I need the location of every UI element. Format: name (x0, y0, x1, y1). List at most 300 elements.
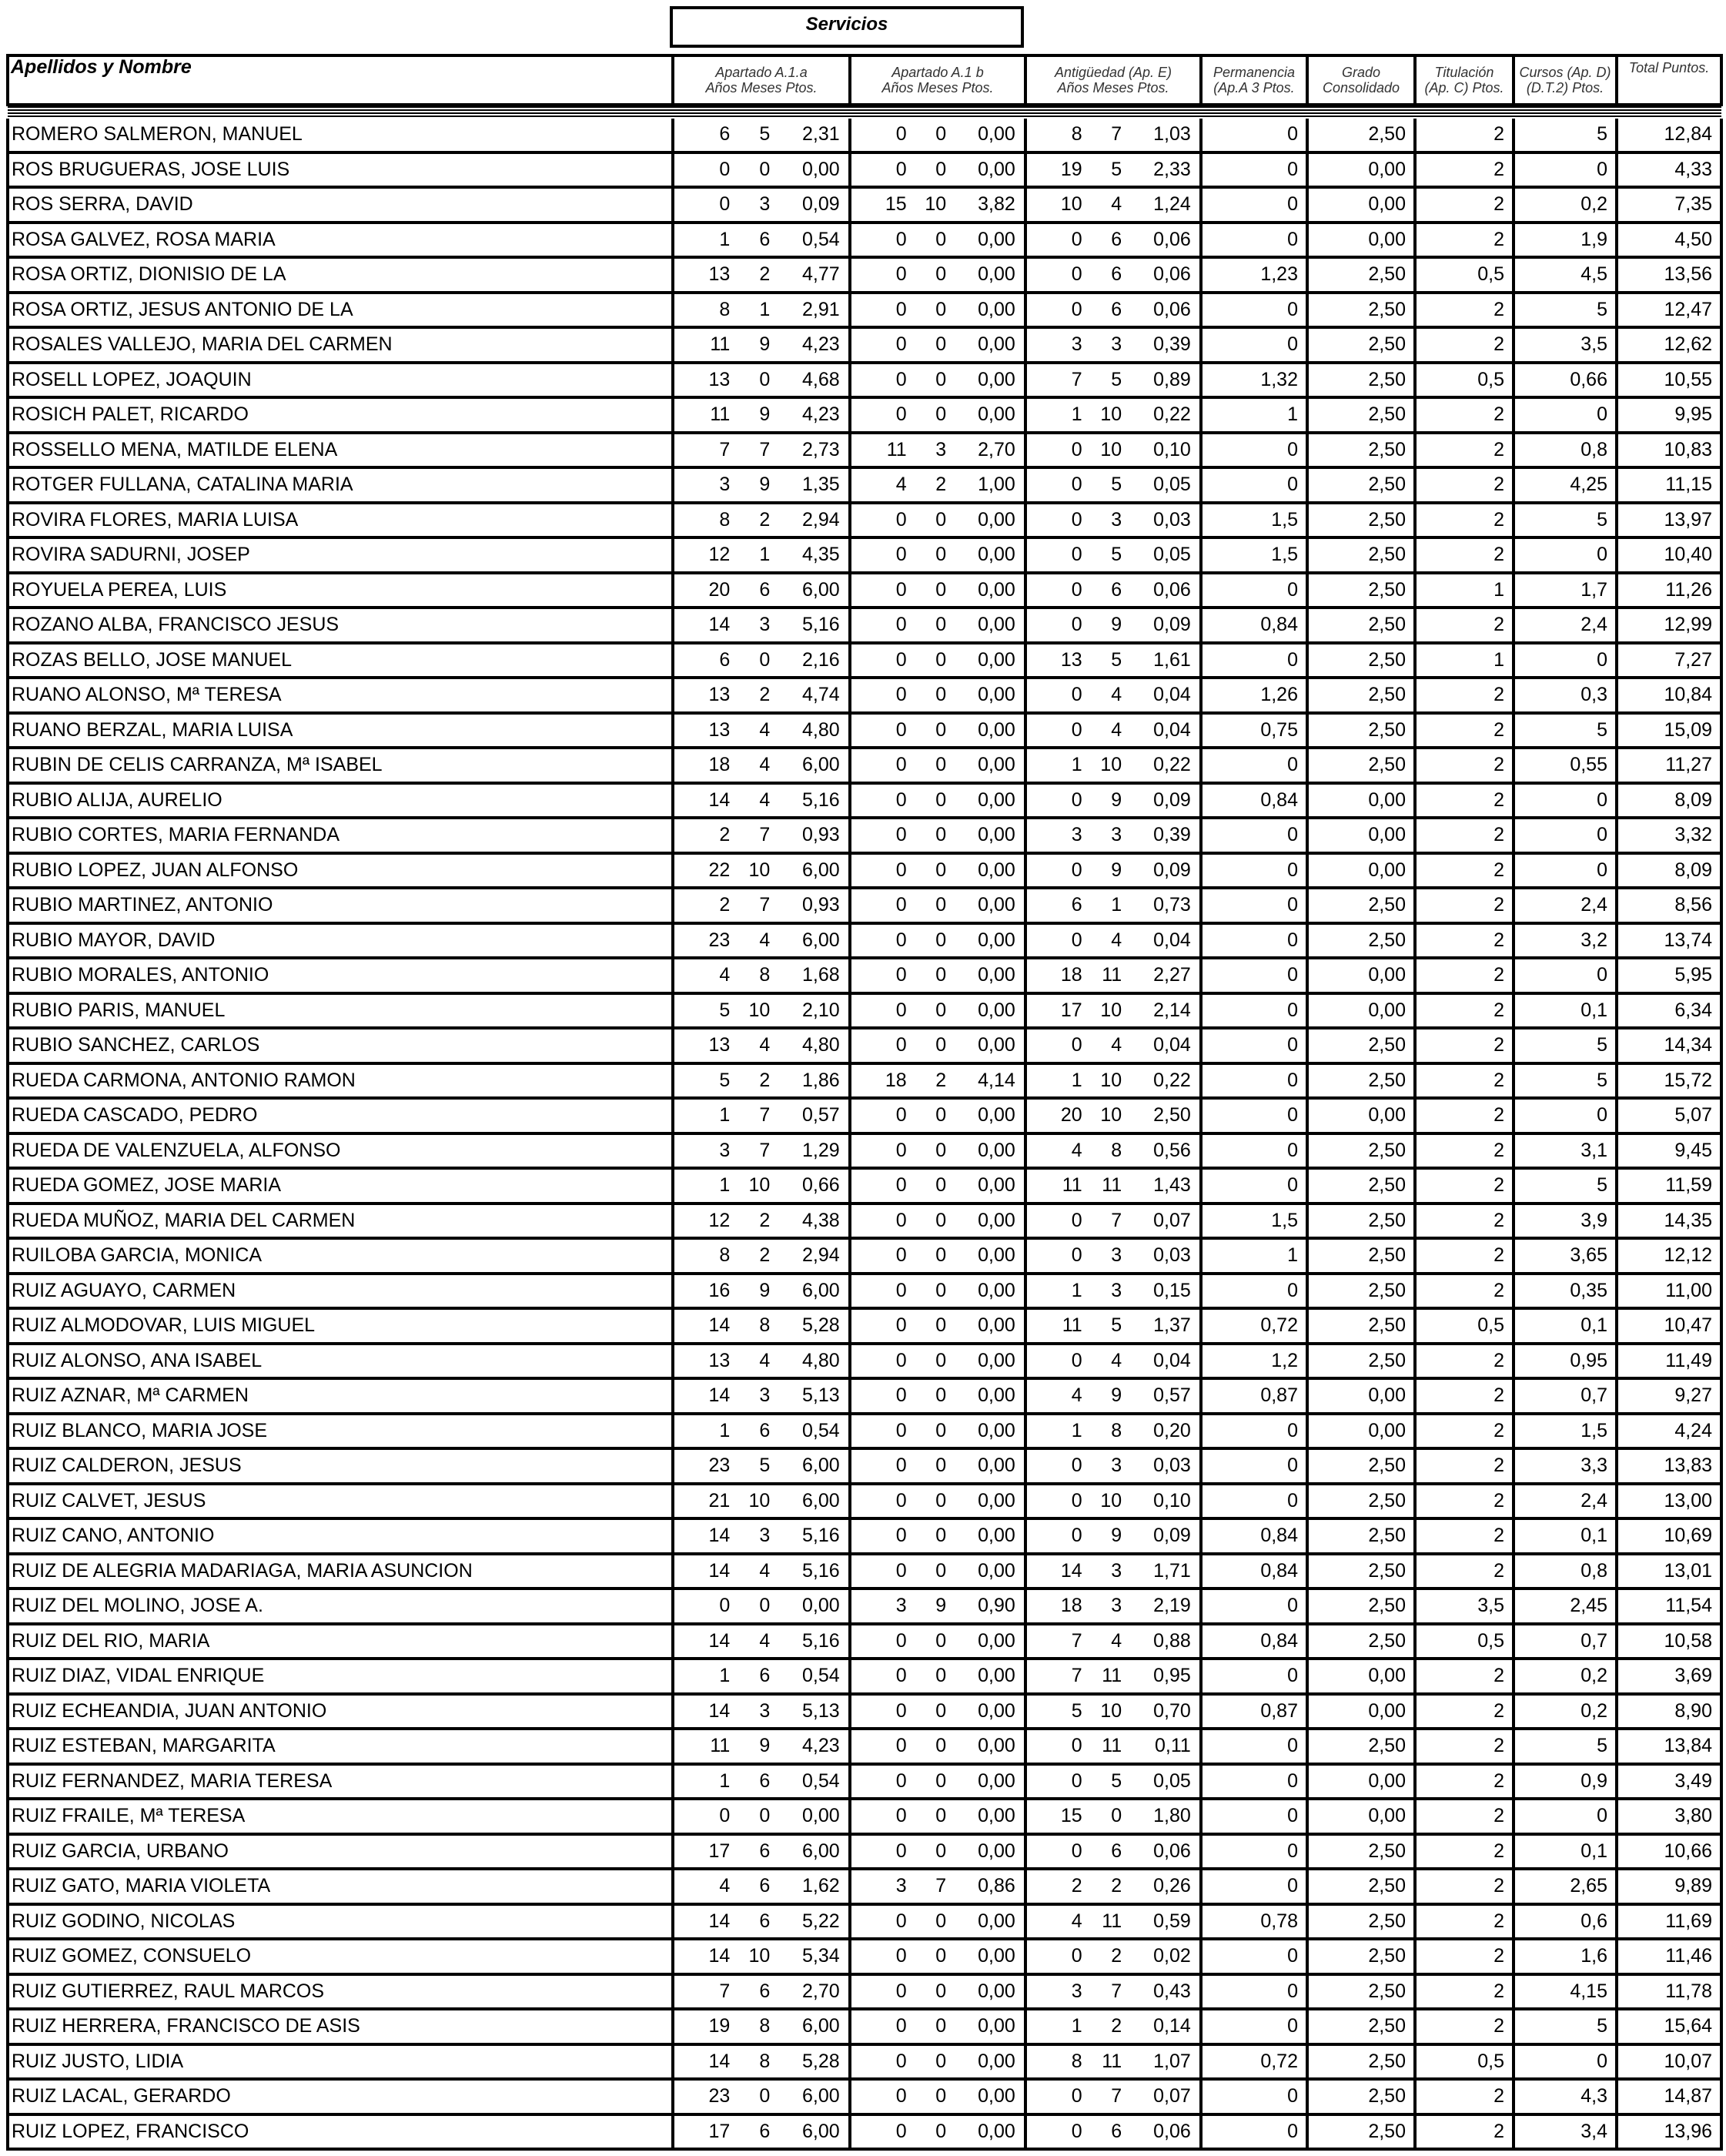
cell-antiguedad-months: 3 (1111, 1595, 1122, 1617)
cell-name: ROSICH PALET, RICARDO (8, 397, 673, 433)
cell-antiguedad-months: 6 (1111, 578, 1122, 601)
table-row (8, 853, 1721, 889)
cell-grado: 2,50 (1307, 1869, 1415, 1904)
cell-a1b-points: 0,00 (978, 1699, 1015, 1722)
cell-a1b-points: 0,00 (978, 1384, 1015, 1407)
cell-total: 10,84 (1617, 678, 1721, 713)
table-row (8, 1098, 1721, 1133)
cell-a1b-months: 0 (935, 1104, 947, 1127)
cell-antiguedad-points: 0,05 (1153, 544, 1191, 566)
cell-cursos: 4,3 (1514, 2079, 1617, 2114)
cell-total: 13,97 (1617, 503, 1721, 538)
cell-permanencia: 0 (1201, 1098, 1307, 1133)
cell-a1b-points: 0,00 (978, 1314, 1015, 1337)
cell-a1b-years: 0 (895, 1489, 907, 1512)
cell-a1b-months: 0 (935, 718, 947, 741)
cell-a1b-points: 0,00 (978, 1034, 1015, 1056)
table-row (8, 1133, 1721, 1169)
cell-cursos: 0,1 (1514, 1834, 1617, 1870)
cell-cursos: 0,7 (1514, 1624, 1617, 1659)
cell-antiguedad (1025, 257, 1201, 293)
cell-a1b-years: 11 (886, 438, 907, 460)
cell-total: 12,47 (1617, 293, 1721, 328)
cell-cursos: 0 (1514, 397, 1617, 433)
col-grado-header: Grado Consolidado (1307, 55, 1415, 105)
cell-titulacion: 2 (1415, 1869, 1514, 1904)
cell-a1a-points: 5,13 (802, 1699, 840, 1722)
cell-name: RUIZ ALONSO, ANA ISABEL (8, 1344, 673, 1379)
cell-titulacion: 2 (1415, 1274, 1514, 1309)
cell-grado: 0,00 (1307, 853, 1415, 889)
cell-total: 13,01 (1617, 1554, 1721, 1589)
cell-antiguedad-months: 5 (1111, 1314, 1122, 1337)
cell-a1a (673, 993, 850, 1029)
cell-a1b-years: 18 (885, 1069, 907, 1091)
cell-a1a (673, 1204, 850, 1239)
cell-a1b-months: 0 (935, 544, 947, 566)
cell-a1b (850, 1764, 1025, 1799)
cell-a1b-points: 0,00 (978, 648, 1015, 671)
cell-total: 11,27 (1617, 748, 1721, 783)
cell-a1a-years: 2 (719, 824, 731, 846)
cell-antiguedad-points: 0,04 (1153, 684, 1191, 706)
cell-titulacion: 1 (1415, 643, 1514, 678)
cell-a1a-months: 0 (759, 1595, 771, 1617)
cell-a1a-years: 11 (710, 403, 731, 426)
cell-antiguedad-months: 11 (1102, 1665, 1122, 1687)
cell-antiguedad-years: 6 (1071, 894, 1082, 916)
cell-a1a (673, 503, 850, 538)
cell-total: 5,07 (1617, 1098, 1721, 1133)
cell-total: 3,69 (1617, 1659, 1721, 1694)
cell-antiguedad-years: 5 (1071, 1699, 1082, 1722)
cell-permanencia: 0 (1201, 573, 1307, 608)
scores-table (6, 54, 1723, 2151)
cell-antiguedad-months: 3 (1111, 1244, 1122, 1267)
cell-a1b (850, 1729, 1025, 1764)
cell-grado: 2,50 (1307, 1448, 1415, 1484)
cell-antiguedad (1025, 1414, 1201, 1449)
col-cursos-header: Cursos (Ap. D) (D.T.2) Ptos. (1514, 55, 1617, 105)
cell-titulacion: 2 (1415, 1133, 1514, 1169)
cell-antiguedad-points: 0,04 (1153, 718, 1191, 741)
cell-total: 9,89 (1617, 1869, 1721, 1904)
cell-antiguedad-points: 0,09 (1153, 1525, 1191, 1547)
cell-antiguedad (1025, 1764, 1201, 1799)
cell-a1a-points: 5,16 (802, 1559, 840, 1582)
cell-a1b-years: 0 (895, 684, 907, 706)
cell-a1a-months: 7 (759, 438, 771, 460)
cell-cursos: 3,9 (1514, 1204, 1617, 1239)
cell-antiguedad-months: 11 (1102, 964, 1122, 986)
cell-a1b (850, 2114, 1025, 2150)
cell-antiguedad-points: 0,95 (1153, 1665, 1191, 1687)
cell-grado: 2,50 (1307, 923, 1415, 959)
cell-a1b-points: 0,00 (978, 1104, 1015, 1127)
cell-a1a-years: 0 (719, 158, 731, 180)
cell-cursos: 0,95 (1514, 1344, 1617, 1379)
cell-a1a-points: 5,16 (802, 614, 840, 636)
cell-antiguedad-years: 0 (1071, 544, 1082, 566)
cell-titulacion: 2 (1415, 1448, 1514, 1484)
table-row (8, 1344, 1721, 1379)
cell-a1b-years: 0 (895, 1525, 907, 1547)
cell-titulacion: 2 (1415, 1204, 1514, 1239)
cell-antiguedad-months: 4 (1111, 718, 1122, 741)
cell-a1a-months: 0 (759, 158, 771, 180)
cell-antiguedad-years: 0 (1071, 1840, 1082, 1862)
cell-antiguedad (1025, 1589, 1201, 1624)
cell-a1b-months: 0 (935, 1455, 947, 1477)
cell-antiguedad-months: 10 (1100, 403, 1122, 426)
cell-antiguedad (1025, 2114, 1201, 2150)
cell-a1a-months: 4 (759, 1559, 771, 1582)
cell-a1b-years: 3 (895, 1875, 907, 1897)
cell-a1b (850, 783, 1025, 819)
cell-cursos: 3,1 (1514, 1133, 1617, 1169)
cell-a1a-months: 6 (759, 1980, 771, 2002)
cell-a1a (673, 1378, 850, 1414)
cell-a1b (850, 1554, 1025, 1589)
cell-grado: 2,50 (1307, 1344, 1415, 1379)
cell-antiguedad-points: 0,10 (1153, 1489, 1191, 1512)
cell-antiguedad-months: 6 (1111, 1840, 1122, 1862)
cell-antiguedad-years: 0 (1071, 1455, 1082, 1477)
cell-a1a-years: 17 (708, 2120, 731, 2142)
cell-a1b (850, 433, 1025, 468)
cell-titulacion: 2 (1415, 1659, 1514, 1694)
cell-antiguedad (1025, 888, 1201, 923)
cell-grado: 2,50 (1307, 1729, 1415, 1764)
cell-antiguedad-years: 0 (1071, 1034, 1082, 1056)
cell-a1a-months: 9 (759, 1735, 771, 1757)
table-row (8, 608, 1721, 643)
cell-permanencia: 0,84 (1201, 608, 1307, 643)
cell-name: RUEDA MUÑOZ, MARIA DEL CARMEN (8, 1204, 673, 1239)
cell-a1a-months: 3 (759, 1525, 771, 1547)
cell-grado: 0,00 (1307, 1098, 1415, 1133)
cell-a1a-points: 0,93 (802, 894, 840, 916)
cell-antiguedad-years: 18 (1060, 1595, 1082, 1617)
cell-grado: 2,50 (1307, 888, 1415, 923)
cell-cursos: 5 (1514, 1729, 1617, 1764)
cell-antiguedad-points: 1,07 (1153, 2050, 1191, 2072)
cell-a1a-months: 9 (759, 474, 771, 496)
cell-name: ROS BRUGUERAS, JOSE LUIS (8, 152, 673, 188)
cell-cursos: 0 (1514, 818, 1617, 853)
cell-antiguedad-points: 0,07 (1153, 1209, 1191, 1231)
cell-a1a-months: 4 (759, 1034, 771, 1056)
cell-antiguedad-months: 3 (1111, 1455, 1122, 1477)
col-titulacion-header: Titulación (Ap. C) Ptos. (1415, 55, 1514, 105)
cell-antiguedad-points: 0,73 (1153, 894, 1191, 916)
cell-a1a-points: 5,34 (802, 1945, 840, 1967)
cell-titulacion: 2 (1415, 1344, 1514, 1379)
table-row (8, 1939, 1721, 1974)
cell-permanencia: 0,84 (1201, 783, 1307, 819)
cell-a1b-years: 0 (895, 1349, 907, 1371)
cell-permanencia: 1,32 (1201, 363, 1307, 398)
cell-cursos: 0,2 (1514, 1694, 1617, 1729)
cell-antiguedad-points: 2,27 (1153, 964, 1191, 986)
cell-antiguedad (1025, 119, 1201, 152)
cell-a1b-points: 0,00 (978, 684, 1015, 706)
cell-a1b-months: 0 (935, 298, 947, 320)
cell-a1b (850, 818, 1025, 853)
cell-a1a-points: 6,00 (802, 2015, 840, 2037)
table-row (8, 433, 1721, 468)
cell-a1a-years: 14 (708, 1945, 731, 1967)
cell-a1a-months: 0 (759, 648, 771, 671)
cell-antiguedad (1025, 1063, 1201, 1099)
cell-titulacion: 2 (1415, 1764, 1514, 1799)
cell-a1b-points: 0,00 (978, 754, 1015, 776)
cell-grado: 2,50 (1307, 1308, 1415, 1344)
cell-a1b (850, 1308, 1025, 1344)
cell-a1b-points: 0,00 (978, 578, 1015, 601)
cell-permanencia: 1,5 (1201, 537, 1307, 573)
cell-total: 11,54 (1617, 1589, 1721, 1624)
cell-a1b-points: 0,00 (978, 403, 1015, 426)
cell-permanencia: 0 (1201, 2114, 1307, 2150)
cell-antiguedad-points: 0,11 (1154, 1735, 1191, 1757)
cell-total: 4,33 (1617, 152, 1721, 188)
cell-a1b-years: 15 (885, 193, 907, 216)
cell-antiguedad (1025, 1028, 1201, 1063)
cell-antiguedad-months: 7 (1111, 1209, 1122, 1231)
cell-antiguedad-months: 5 (1111, 544, 1122, 566)
cell-a1a-months: 5 (759, 123, 771, 146)
cell-antiguedad-months: 10 (1100, 438, 1122, 460)
cell-antiguedad (1025, 1448, 1201, 1484)
cell-total: 4,24 (1617, 1414, 1721, 1449)
cell-name: RUBIO MAYOR, DAVID (8, 923, 673, 959)
cell-antiguedad-years: 4 (1071, 1910, 1082, 1932)
cell-name: ROSALES VALLEJO, MARIA DEL CARMEN (8, 327, 673, 363)
cell-permanencia: 0 (1201, 1589, 1307, 1624)
cell-grado: 2,50 (1307, 1624, 1415, 1659)
cell-a1a-months: 6 (759, 1665, 771, 1687)
cell-a1b-points: 0,00 (978, 2120, 1015, 2142)
cell-a1a-points: 4,77 (802, 263, 840, 286)
cell-antiguedad-years: 0 (1071, 614, 1082, 636)
cell-antiguedad (1025, 1308, 1201, 1344)
cell-a1a-years: 5 (719, 1069, 731, 1091)
cell-name: RUIZ CALVET, JESUS (8, 1484, 673, 1519)
cell-antiguedad-points: 0,06 (1153, 263, 1191, 286)
cell-a1b-years: 0 (895, 544, 907, 566)
cell-antiguedad-years: 0 (1071, 929, 1082, 951)
cell-a1b-months: 0 (935, 648, 947, 671)
cell-antiguedad-months: 10 (1100, 999, 1122, 1021)
cell-total: 13,56 (1617, 257, 1721, 293)
cell-a1b (850, 537, 1025, 573)
cell-name: RUIZ ESTEBAN, MARGARITA (8, 1729, 673, 1764)
cell-a1b-months: 0 (935, 859, 947, 881)
cell-antiguedad (1025, 1694, 1201, 1729)
cell-a1a (673, 1448, 850, 1484)
cell-a1b (850, 1869, 1025, 1904)
cell-cursos: 3,4 (1514, 2114, 1617, 2150)
cell-antiguedad-years: 18 (1060, 964, 1082, 986)
cell-a1b-months: 0 (935, 403, 947, 426)
table-body (8, 105, 1721, 2149)
cell-antiguedad (1025, 1518, 1201, 1554)
cell-a1a-months: 3 (759, 1384, 771, 1407)
cell-antiguedad-points: 2,50 (1153, 1104, 1191, 1127)
cell-a1a-years: 1 (719, 1174, 731, 1197)
cell-permanencia: 0,87 (1201, 1694, 1307, 1729)
cell-total: 4,50 (1617, 223, 1721, 258)
cell-a1a-months: 6 (759, 1875, 771, 1897)
cell-a1b (850, 853, 1025, 889)
cell-a1b-points: 0,00 (978, 1945, 1015, 1967)
cell-a1b-years: 0 (895, 999, 907, 1021)
cell-antiguedad (1025, 1869, 1201, 1904)
cell-a1a-years: 6 (719, 123, 731, 146)
cell-a1a-years: 5 (719, 999, 731, 1021)
cell-cursos: 5 (1514, 1168, 1617, 1204)
cell-titulacion: 2 (1415, 1799, 1514, 1834)
cell-antiguedad-months: 4 (1111, 684, 1122, 706)
cell-titulacion: 0,5 (1415, 257, 1514, 293)
cell-a1b-months: 0 (935, 123, 947, 146)
cell-antiguedad (1025, 433, 1201, 468)
cell-a1a-months: 8 (759, 2050, 771, 2072)
cell-a1b-years: 3 (895, 1595, 907, 1617)
cell-a1a (673, 1238, 850, 1274)
cell-a1b (850, 1974, 1025, 2010)
cell-a1b-years: 0 (895, 788, 907, 811)
cell-name: ROSA GALVEZ, ROSA MARIA (8, 223, 673, 258)
cell-antiguedad-years: 0 (1071, 1945, 1082, 1967)
cell-cursos: 1,5 (1514, 1414, 1617, 1449)
cell-titulacion: 2 (1415, 1063, 1514, 1099)
cell-total: 8,90 (1617, 1694, 1721, 1729)
cell-a1b (850, 748, 1025, 783)
cell-a1a-months: 6 (759, 2120, 771, 2142)
cell-a1a-months: 0 (759, 368, 771, 390)
cell-antiguedad-months: 5 (1111, 368, 1122, 390)
cell-antiguedad-months: 11 (1102, 2050, 1122, 2072)
cell-a1b-months: 0 (935, 1805, 947, 1827)
cell-a1b-months: 2 (935, 474, 947, 496)
cell-titulacion: 2 (1415, 748, 1514, 783)
cell-total: 11,46 (1617, 1939, 1721, 1974)
table-row (8, 1448, 1721, 1484)
cell-cursos: 0,1 (1514, 993, 1617, 1029)
cell-a1b-years: 0 (895, 228, 907, 250)
cell-total: 11,69 (1617, 1904, 1721, 1940)
cell-a1a-years: 1 (719, 228, 731, 250)
cell-antiguedad-months: 9 (1111, 1525, 1122, 1547)
cell-titulacion: 2 (1415, 853, 1514, 889)
table-row (8, 152, 1721, 188)
cell-antiguedad-points: 0,56 (1153, 1139, 1191, 1161)
cell-antiguedad-points: 0,20 (1153, 1419, 1191, 1441)
cell-a1a (673, 1799, 850, 1834)
cell-titulacion: 2 (1415, 818, 1514, 853)
cell-antiguedad-months: 8 (1111, 1419, 1122, 1441)
cell-a1b-points: 0,00 (978, 1419, 1015, 1441)
cell-antiguedad-years: 11 (1062, 1174, 1082, 1197)
cell-antiguedad-months: 3 (1111, 508, 1122, 531)
cell-a1b (850, 187, 1025, 223)
cell-grado: 0,00 (1307, 1694, 1415, 1729)
cell-antiguedad (1025, 187, 1201, 223)
cell-cursos: 0 (1514, 1799, 1617, 1834)
cell-a1b-months: 0 (935, 1349, 947, 1371)
servicios-header: Servicios (670, 6, 1024, 48)
cell-a1b-years: 0 (895, 718, 907, 741)
cell-titulacion: 2 (1415, 1834, 1514, 1870)
cell-permanencia: 0 (1201, 853, 1307, 889)
cell-a1b (850, 1238, 1025, 1274)
cell-antiguedad-years: 0 (1071, 438, 1082, 460)
cell-a1b-months: 0 (935, 2120, 947, 2142)
cell-a1a-years: 7 (719, 1980, 731, 2002)
cell-a1b-years: 0 (895, 1034, 907, 1056)
cell-antiguedad-points: 0,06 (1153, 228, 1191, 250)
cell-antiguedad-years: 0 (1071, 1349, 1082, 1371)
cell-antiguedad-years: 0 (1071, 1769, 1082, 1792)
col-permanencia-header: Permanencia (Ap.A 3 Ptos. (1201, 55, 1307, 105)
cell-grado: 2,50 (1307, 2079, 1415, 2114)
cell-a1b-months: 0 (935, 684, 947, 706)
cell-antiguedad (1025, 958, 1201, 993)
cell-a1a-years: 23 (708, 2085, 731, 2107)
cell-a1b-months: 0 (935, 1279, 947, 1301)
cell-antiguedad (1025, 783, 1201, 819)
cell-a1b-months: 0 (935, 333, 947, 356)
cell-a1b-years: 0 (895, 1139, 907, 1161)
cell-grado: 2,50 (1307, 1274, 1415, 1309)
cell-a1a-months: 2 (759, 1069, 771, 1091)
cell-antiguedad-points: 2,14 (1153, 999, 1191, 1021)
cell-a1a-years: 13 (708, 1349, 731, 1371)
cell-a1a-points: 0,00 (802, 1595, 840, 1617)
cell-total: 12,12 (1617, 1238, 1721, 1274)
cell-a1b-points: 0,00 (978, 859, 1015, 881)
cell-antiguedad (1025, 397, 1201, 433)
cell-a1b (850, 923, 1025, 959)
col-antiguedad-header: Antigüedad (Ap. E) Años Meses Ptos. (1025, 55, 1201, 105)
cell-a1a-points: 2,94 (802, 1244, 840, 1267)
cell-name: RUIZ DEL MOLINO, JOSE A. (8, 1589, 673, 1624)
cell-antiguedad-years: 0 (1071, 684, 1082, 706)
cell-titulacion: 1 (1415, 573, 1514, 608)
cell-antiguedad-months: 5 (1111, 474, 1122, 496)
cell-titulacion: 0,5 (1415, 2044, 1514, 2080)
cell-a1a-years: 4 (719, 964, 731, 986)
cell-a1b (850, 1834, 1025, 1870)
table-row (8, 467, 1721, 503)
cell-a1a (673, 1729, 850, 1764)
table-row (8, 293, 1721, 328)
cell-a1b (850, 1063, 1025, 1099)
cell-antiguedad-years: 0 (1071, 578, 1082, 601)
cell-antiguedad-points: 0,39 (1153, 824, 1191, 846)
cell-a1b-years: 4 (895, 474, 907, 496)
cell-antiguedad-years: 0 (1071, 1525, 1082, 1547)
cell-a1a-months: 6 (759, 1840, 771, 1862)
cell-antiguedad-years: 10 (1060, 193, 1082, 216)
table-row (8, 1799, 1721, 1834)
cell-a1b-months: 0 (935, 1174, 947, 1197)
cell-a1b-points: 0,00 (978, 2015, 1015, 2037)
cell-total: 10,07 (1617, 2044, 1721, 2080)
cell-a1a (673, 1764, 850, 1799)
